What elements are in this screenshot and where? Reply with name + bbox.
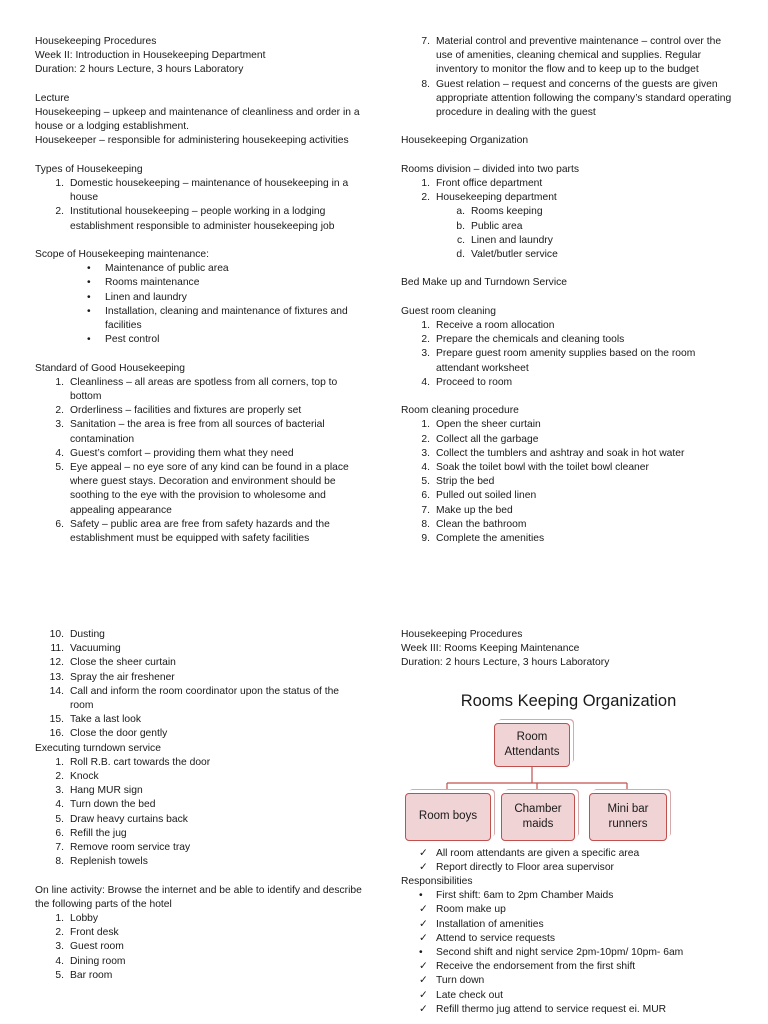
list-item: 1. Lobby xyxy=(55,913,99,925)
list-item: 3. Hang MUR sign xyxy=(55,785,143,797)
list-item: 3. Sanitation – the area is free from all sources of bacterial contamination xyxy=(55,419,325,445)
list-item: ✓ Turn down xyxy=(419,975,485,987)
list-item: 4. Soak the toilet bowl with the toilet bowl cleaner xyxy=(421,462,649,474)
scope-list xyxy=(35,262,365,347)
procedure-list-continued xyxy=(35,628,365,742)
list-item: • Pest control xyxy=(87,334,160,346)
list-item: ✓ Report directly to Floor area supervisor xyxy=(419,861,614,873)
responsibilities-list xyxy=(401,889,736,1017)
list-item: 14. Call and inform the room coordinator upon the status of the room xyxy=(49,685,340,712)
week-line: Week II: Introduction in Housekeeping Department xyxy=(35,50,266,62)
list-item: 5. Bar room xyxy=(55,969,113,981)
list-item: • Second shift and night service 2pm-10pm/ 10pm- 6am xyxy=(419,947,684,959)
types-heading: Types of Housekeeping xyxy=(35,163,143,175)
right-top-column xyxy=(401,35,736,546)
list-item: 9. Complete the amenities xyxy=(421,533,545,545)
week-line-week3: Week III: Rooms Keeping Maintenance xyxy=(401,643,580,655)
scope-heading: Scope of Housekeeping maintenance: xyxy=(35,249,210,260)
list-item: 3. Prepare guest room amenity supplies based on the room attendant worksheet xyxy=(421,348,696,374)
list-item: 2. Front desk xyxy=(55,927,119,939)
org-heading: Housekeeping Organization xyxy=(401,135,529,147)
org-chart xyxy=(401,721,731,843)
list-item: 1. Cleanliness – all areas are spotless from all corners, top to bottom xyxy=(55,376,338,403)
list-item: 1. Front office department xyxy=(421,178,543,189)
list-item: 13. Spray the air freshener xyxy=(49,671,175,683)
list-item: • Installation, cleaning and maintenance of fixtures and facilities xyxy=(87,305,348,332)
list-item: ✓ Receive the endorsement from the first shift xyxy=(419,961,636,973)
list-item: 4. Turn down the bed xyxy=(55,799,156,811)
bed-makeup-heading: Bed Make up and Turndown Service xyxy=(401,277,567,289)
turndown-list xyxy=(35,756,365,870)
list-item: 3. Collect the tumblers and ashtray and soak in hot water xyxy=(421,447,685,459)
standard-heading: Standard of Good Housekeeping xyxy=(35,362,185,374)
types-list xyxy=(35,177,365,234)
procedure-list xyxy=(401,418,736,546)
doc-title-week3: Housekeeping Procedures xyxy=(401,629,523,640)
list-item: 7. Remove room service tray xyxy=(55,842,191,854)
responsibilities-heading: Responsibilities xyxy=(401,876,473,888)
list-item: • Linen and laundry xyxy=(87,291,187,303)
list-item: 12. Close the sheer curtain xyxy=(49,657,176,669)
list-item: 4. Dining room xyxy=(55,955,126,967)
list-item: • Rooms maintenance xyxy=(87,277,200,289)
rooms-division-heading: Rooms division – divided into two parts xyxy=(401,163,579,175)
list-item: 1. Open the sheer curtain xyxy=(421,419,541,431)
list-item: 6. Refill the jug xyxy=(55,827,127,839)
list-item: ✓ Attend to service requests xyxy=(419,932,556,944)
list-item: 2. Housekeeping department xyxy=(421,192,557,204)
definition-housekeeper: Housekeeper – responsible for administering housekeeping activities xyxy=(35,135,349,147)
list-item: 7. Material control and preventive maintenance – control over the use of amenities, cleaning chemical and supplies. Regular inventory to monitor the flow and to keep up to the budget xyxy=(421,36,722,76)
guest-cleaning-heading: Guest room cleaning xyxy=(401,305,497,317)
list-item: ✓ Refill thermo jug attend to service request ei. MUR xyxy=(419,1003,667,1015)
list-item: 5. Strip the bed xyxy=(421,476,495,488)
left-bottom-column xyxy=(35,628,365,983)
procedure-heading: Room cleaning procedure xyxy=(401,405,519,417)
duration-line-week3: Duration: 2 hours Lecture, 3 hours Laboratory xyxy=(401,657,610,669)
list-item: 16. Close the door gently xyxy=(49,728,168,740)
list-item: ✓ Room make up xyxy=(419,904,506,916)
list-item: • First shift: 6am to 2pm Chamber Maids xyxy=(419,890,614,902)
list-item: 4. Proceed to room xyxy=(421,376,513,388)
list-item: 15. Take a last look xyxy=(49,714,141,726)
standards-list-continued xyxy=(401,35,736,120)
list-item: 2. Prepare the chemicals and cleaning tools xyxy=(421,334,625,346)
list-item: • Maintenance of public area xyxy=(87,263,229,275)
list-item: 1. Roll R.B. cart towards the door xyxy=(55,756,211,768)
list-item: 8. Clean the bathroom xyxy=(421,518,527,530)
list-item: 1. Domestic housekeeping – maintenance of housekeeping in a house xyxy=(55,178,349,204)
list-item: 4. Guest’s comfort – providing them what they need xyxy=(55,447,294,459)
list-item: ✓ All room attendants are given a specific area xyxy=(419,847,640,859)
guest-cleaning-list xyxy=(401,319,736,390)
org-box-mini-bar-runners: Mini bar runners xyxy=(589,793,667,841)
list-item: 8. Replenish towels xyxy=(55,856,148,868)
attendant-notes-list xyxy=(401,847,736,875)
list-item: 6. Pulled out soiled linen xyxy=(421,490,537,502)
turndown-heading: Executing turndown service xyxy=(35,742,161,754)
list-item: 2. Collect all the garbage xyxy=(421,433,539,445)
list-item: 7. Make up the bed xyxy=(421,504,513,516)
org-box-room-boys: Room boys xyxy=(405,793,491,841)
lecture-heading: Lecture xyxy=(35,92,70,104)
org-box-room-attendants: Room Attendants xyxy=(494,723,570,767)
doc-title: Housekeeping Procedures xyxy=(35,36,157,47)
list-item: ✓ Late check out xyxy=(419,989,503,1001)
list-item: 2. Orderliness – facilities and fixtures are properly set xyxy=(55,405,302,417)
duration-line: Duration: 2 hours Lecture, 3 hours Laboratory xyxy=(35,64,244,76)
list-item: b. Public area xyxy=(456,220,523,232)
org-box-chamber-maids: Chamber maids xyxy=(501,793,575,841)
list-item: 2. Knock xyxy=(55,771,99,783)
list-item: 1. Receive a room allocation xyxy=(421,320,555,331)
online-activity-heading: On line activity: Browse the internet and be able to identify and describe the following parts of the hotel xyxy=(35,884,362,910)
list-item: 8. Guest relation – request and concerns of the guests are given appropriate attention following the company’s standard operating procedure in dealing with the guest xyxy=(421,78,732,119)
right-bottom-column xyxy=(401,628,736,1017)
list-item: 2. Institutional housekeeping – people working in a lodging establishment responsible to administer housekeeping job xyxy=(55,206,335,232)
list-item: 5. Eye appeal – no eye sore of any kind can be found in a place where guest stays. Decoration and environment should be soothing to the eye with the provision to wholesome and appealing appearance xyxy=(55,462,349,516)
list-item: c. Linen and laundry xyxy=(456,234,553,246)
list-item: 6. Safety – public area are free from safety hazards and the establishment must be equipped with safety facilities xyxy=(55,518,330,545)
org-chart-title: Rooms Keeping Organization xyxy=(460,691,677,710)
list-item: 3. Guest room xyxy=(55,941,124,953)
left-top-column xyxy=(35,35,365,546)
list-item: 10. Dusting xyxy=(49,629,105,640)
list-item: ✓ Installation of amenities xyxy=(419,918,544,930)
rooms-division-list xyxy=(401,177,736,205)
housekeeping-dept-sublist xyxy=(401,205,736,262)
list-item: 11. Vacuuming xyxy=(50,643,121,655)
list-item: 5. Draw heavy curtains back xyxy=(55,813,188,825)
online-activity-list xyxy=(35,912,365,983)
list-item: d. Valet/butler service xyxy=(456,249,558,261)
list-item: a. Rooms keeping xyxy=(456,206,543,218)
standards-list xyxy=(35,376,365,546)
definition-housekeeping: Housekeeping – upkeep and maintenance of cleanliness and order in a house or a lodging establishment. xyxy=(35,107,360,133)
